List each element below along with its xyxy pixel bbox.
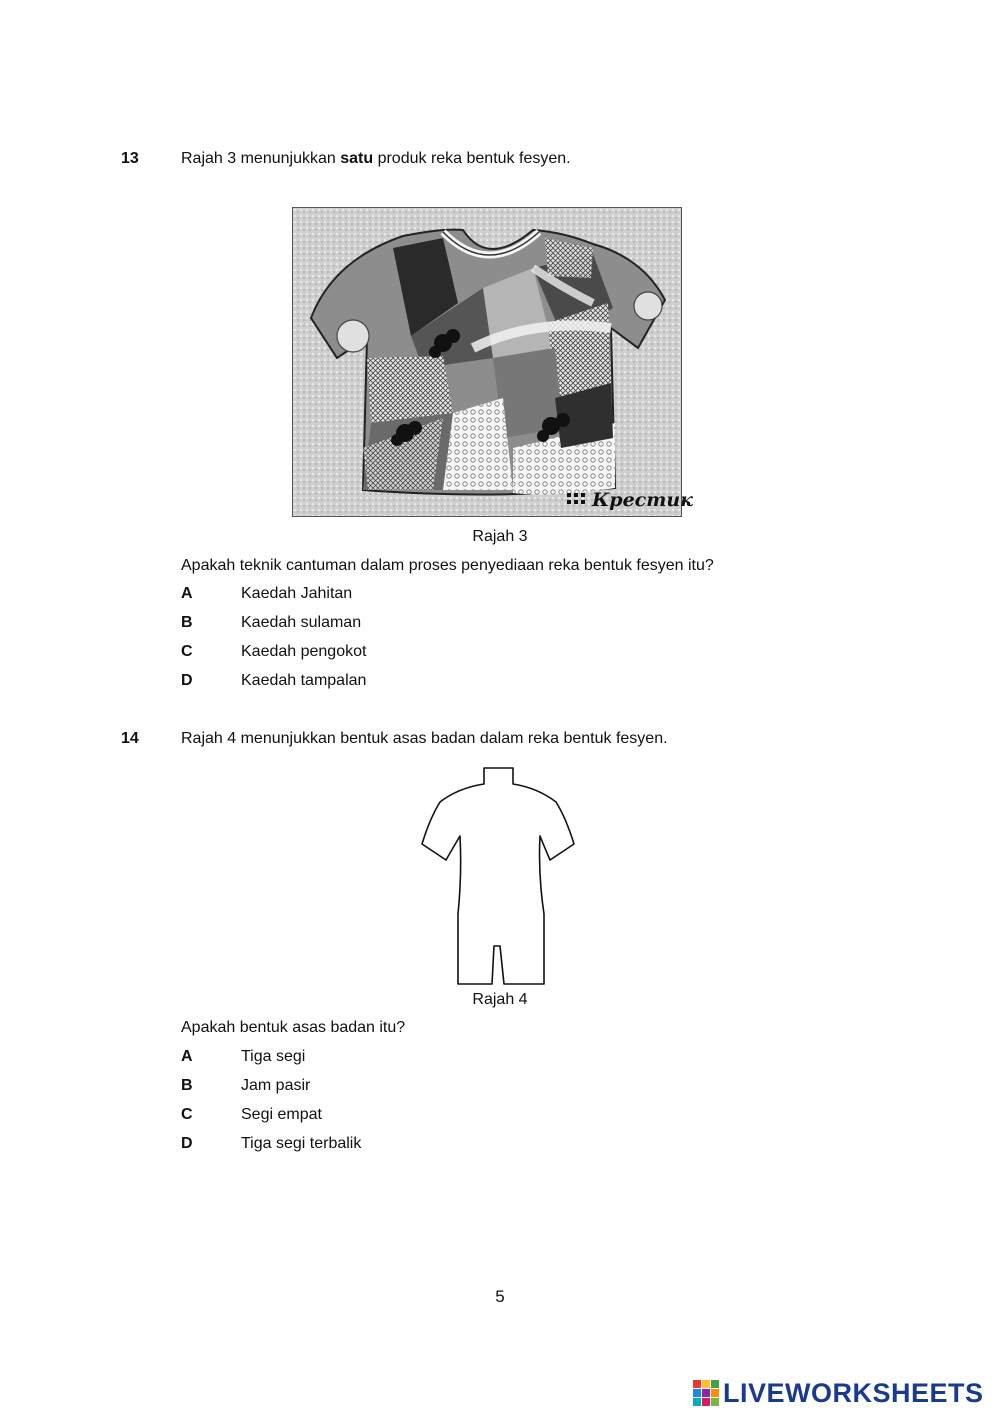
figure-rajah-3-shirt-photo [292,207,682,517]
question-14-number: 14 [121,730,139,747]
question-13-stem-part1: Rajah 3 menunjukkan [181,150,341,167]
option-14-b-letter: B [181,1077,193,1094]
question-13-stem-bold: satu [340,150,374,167]
option-14-a-text[interactable]: Tiga segi [241,1048,306,1065]
option-14-b-text[interactable]: Jam pasir [241,1077,311,1094]
body-shape-outline [422,768,574,984]
patchwork-shirt-image [293,208,681,516]
caption-rajah-4: Rajah 4 [472,991,528,1008]
liveworksheets-logo-icon [693,1380,719,1406]
option-14-c-letter: C [181,1106,193,1123]
option-14-d-letter: D [181,1135,193,1152]
option-14-d-text[interactable]: Tiga segi terbalik [241,1135,362,1152]
option-13-b-text[interactable]: Kaedah sulaman [241,614,362,631]
option-13-c-text[interactable]: Kaedah pengokot [241,643,367,660]
question-14-stem: Rajah 4 menunjukkan bentuk asas badan dalam reka bentuk fesyen. [181,730,668,747]
option-13-d-text[interactable]: Kaedah tampalan [241,672,367,689]
liveworksheets-footer[interactable] [693,1378,984,1409]
option-14-a-letter: A [181,1048,193,1065]
option-13-a-letter: A [181,585,193,602]
figure-watermark-text: Крестик [592,489,694,511]
footer-brand-text: LIVEWORKSHEETS [723,1378,984,1408]
option-13-c-letter: C [181,643,193,660]
question-13-number: 13 [121,150,139,167]
question-13-prompt: Apakah teknik cantuman dalam proses penyediaan reka bentuk fesyen itu? [181,557,714,574]
question-13-stem [181,150,571,168]
page-number: 5 [495,1287,505,1306]
option-14-c-text[interactable]: Segi empat [241,1106,322,1123]
question-14-prompt: Apakah bentuk asas badan itu? [181,1019,406,1036]
question-13-stem-part2: produk reka bentuk fesyen. [373,150,571,167]
option-13-d-letter: D [181,672,193,689]
option-13-a-text[interactable]: Kaedah Jahitan [241,585,353,602]
figure-rajah-4-body-outline [416,764,580,992]
option-13-b-letter: B [181,614,193,631]
caption-rajah-3: Rajah 3 [472,528,528,545]
